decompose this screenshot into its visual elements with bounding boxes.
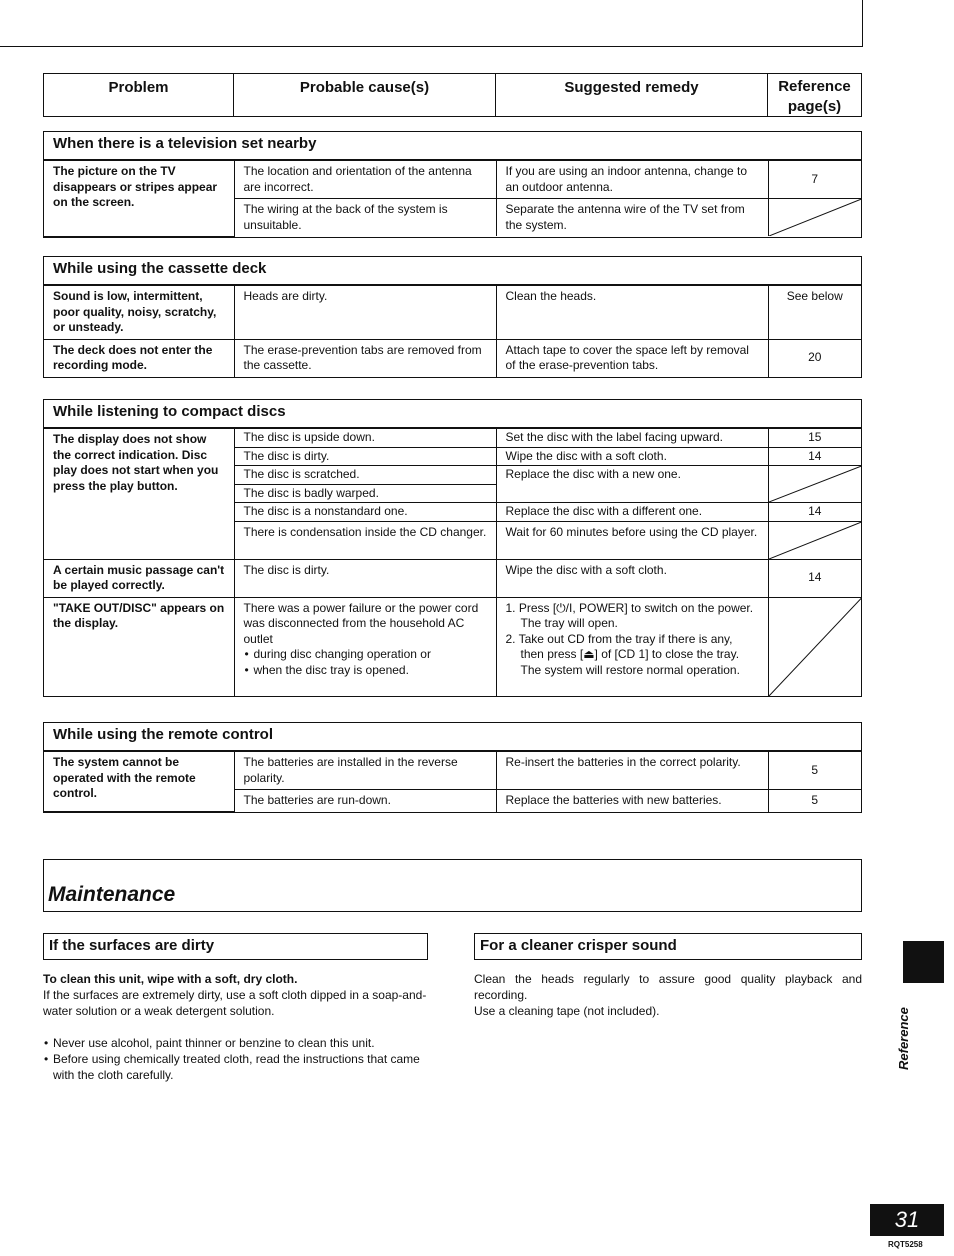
section-cassette	[43, 256, 862, 378]
remedy-cell: Attach tape to cover the space left by removal of the erase-prevention tabs.	[496, 339, 768, 377]
reference-cell: 5	[768, 790, 861, 812]
cause-cell: The erase-prevention tabs are removed from the cassette.	[234, 339, 496, 377]
reference-cell: 20	[768, 339, 861, 377]
cause-cell: The batteries are run-down.	[234, 790, 496, 812]
section-title: While using the remote control	[44, 723, 861, 751]
reference-cell-empty	[768, 466, 861, 503]
cause-cell	[234, 597, 496, 696]
reference-cell: 7	[768, 161, 861, 199]
cause-cell: The wiring at the back of the system is unsuitable.	[234, 199, 496, 237]
header-cause: Probable cause(s)	[234, 74, 496, 117]
remedy-cell: If you are using an indoor antenna, change to an outdoor antenna.	[496, 161, 768, 199]
table-row	[44, 597, 861, 696]
remedy-cell: Wipe the disc with a soft cloth.	[496, 447, 768, 466]
cause-cell: The disc is dirty.	[234, 559, 496, 597]
section-title: When there is a television set nearby	[44, 132, 861, 160]
section-remote	[43, 722, 862, 813]
page-number: 31	[870, 1204, 944, 1236]
table-row	[44, 339, 861, 377]
problem-cell: Sound is low, intermittent, poor quality, noisy, scratchy, or unsteady.	[44, 286, 234, 340]
reference-cell: 15	[768, 429, 861, 448]
remedy-cell: Wait for 60 minutes before using the CD player.	[496, 521, 768, 559]
remedy-cell: Set the disc with the label facing upward.	[496, 429, 768, 448]
table-row	[44, 161, 861, 199]
remedy-cell: Replace the disc with a new one.	[496, 466, 768, 503]
cause-bullet: • when the disc tray is opened.	[254, 663, 487, 679]
reference-cell-empty	[768, 521, 861, 559]
cause-cell: Heads are dirty.	[234, 286, 496, 340]
cleaner-text: Use a cleaning tape (not included).	[474, 1004, 660, 1018]
section-cd	[43, 399, 862, 697]
section-title: While listening to compact discs	[44, 400, 861, 428]
reference-cell: 14	[768, 447, 861, 466]
surfaces-heading: If the surfaces are dirty	[43, 933, 428, 960]
cause-cell: There is condensation inside the CD changer.	[234, 521, 496, 559]
reference-cell: 5	[768, 752, 861, 790]
surfaces-bullet: • Before using chemically treated cloth, read the instructions that came with the cloth carefully.	[53, 1051, 433, 1083]
cause-cell: The disc is dirty.	[234, 447, 496, 466]
maintenance-title: Maintenance	[48, 883, 176, 906]
remedy-cell: Replace the disc with a different one.	[496, 503, 768, 522]
cause-cell: The disc is badly warped.	[234, 484, 496, 503]
reference-cell: 14	[768, 503, 861, 522]
cause-cell: The batteries are installed in the reverse polarity.	[234, 752, 496, 790]
reference-cell: 14	[768, 559, 861, 597]
cause-cell: The disc is a nonstandard one.	[234, 503, 496, 522]
cleaner-text-block	[474, 971, 862, 1019]
remedy-cell: Re-insert the batteries in the correct polarity.	[496, 752, 768, 790]
remedy-cell: Wipe the disc with a soft cloth.	[496, 559, 768, 597]
table-row	[44, 559, 861, 597]
reference-cell: See below	[768, 286, 861, 340]
header-reference: Reference page(s)	[778, 78, 851, 115]
remedy-cell: Clean the heads.	[496, 286, 768, 340]
section-tv	[43, 131, 862, 238]
cause-cell: The disc is upside down.	[234, 429, 496, 448]
cleaner-text: Clean the heads regularly to assure good quality playback and recording.	[474, 972, 862, 1002]
surfaces-bold-text: To clean this unit, wipe with a soft, dry cloth.	[43, 972, 298, 986]
surfaces-text: If the surfaces are extremely dirty, use a soft cloth dipped in a soap-and-water solution or a weak detergent solution.	[43, 988, 427, 1018]
problem-cell: The system cannot be operated with the remote control.	[44, 752, 234, 812]
reference-cell-empty	[768, 199, 861, 237]
table-row	[44, 752, 861, 790]
cause-text: There was a power failure or the power cord was disconnected from the household AC outlet	[243, 600, 479, 646]
remedy-step: 1. Press [⏻/I, POWER] to switch on the power. The tray will open.	[505, 600, 754, 630]
maintenance-banner	[43, 859, 862, 912]
reference-cell-empty	[768, 597, 861, 696]
problem-cell: "TAKE OUT/DISC" appears on the display.	[44, 597, 234, 696]
header-problem: Problem	[44, 74, 234, 117]
remedy-step: 2. Take out CD from the tray if there is any, then press [⏏] of [CD 1] to close the tray. The system will restore normal operation.	[505, 631, 740, 677]
top-frame-line	[0, 0, 863, 47]
section-title: While using the cassette deck	[44, 257, 861, 285]
table-row	[44, 429, 861, 448]
table-header	[43, 73, 862, 117]
remedy-cell: Separate the antenna wire of the TV set from the system.	[496, 199, 768, 237]
remedy-cell	[496, 597, 768, 696]
surfaces-bullet: • Never use alcohol, paint thinner or benzine to clean this unit.	[53, 1035, 433, 1051]
cleaner-sound-heading: For a cleaner crisper sound	[474, 933, 862, 960]
cause-cell: The disc is scratched.	[234, 466, 496, 485]
side-tab-label: Reference	[896, 1007, 911, 1070]
remedy-cell: Replace the batteries with new batteries.	[496, 790, 768, 812]
document-code: RQT5258	[888, 1240, 923, 1249]
problem-cell: The deck does not enter the recording mode.	[44, 339, 234, 377]
cause-cell: The location and orientation of the antenna are incorrect.	[234, 161, 496, 199]
problem-cell: The picture on the TV disappears or stripes appear on the screen.	[44, 161, 234, 237]
header-remedy: Suggested remedy	[496, 74, 768, 117]
cause-bullet: • during disc changing operation or	[254, 647, 487, 663]
surfaces-text-block	[43, 971, 433, 1083]
problem-cell: A certain music passage can't be played correctly.	[44, 559, 234, 597]
problem-cell: The display does not show the correct indication. Disc play does not start when you press the play button.	[44, 429, 234, 560]
table-row	[44, 286, 861, 340]
side-tab-block	[903, 941, 944, 983]
